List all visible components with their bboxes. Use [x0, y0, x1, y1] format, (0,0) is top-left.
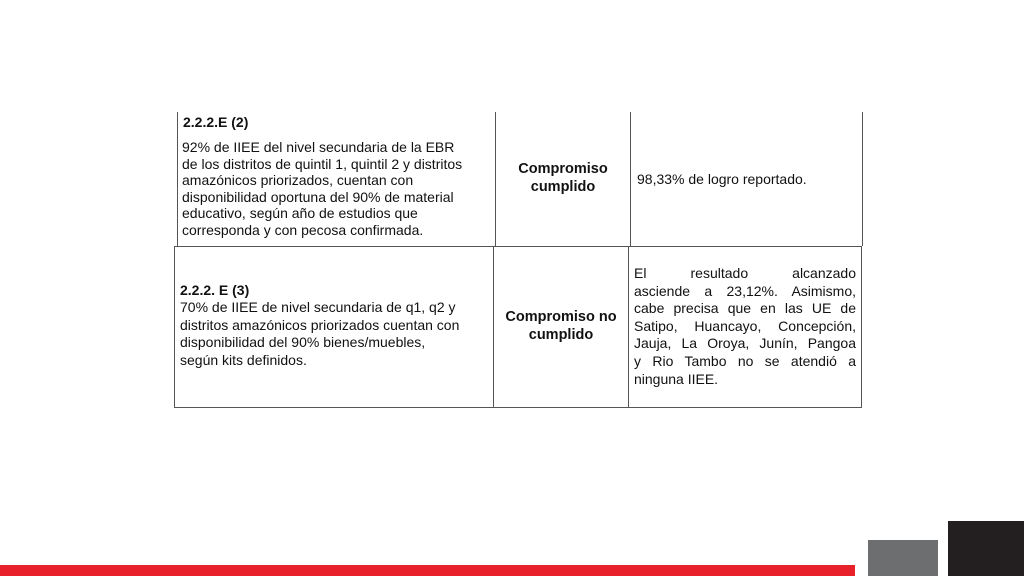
cell-border	[861, 246, 862, 408]
status-line: cumplido	[528, 327, 594, 343]
indicator-code: 2.2.2.E (2)	[183, 114, 249, 130]
status-cell	[494, 246, 628, 408]
description-line: distritos amazónicos priorizados cuentan con	[180, 316, 460, 333]
result-line: El resultado alcanzado	[634, 265, 856, 281]
result-line: y Rio Tambo no se atendió a	[634, 352, 856, 369]
result-line: ninguna IIEE.	[634, 370, 719, 387]
result-line: Satipo, Huancayo, Concepción,	[634, 317, 856, 334]
decorative-block	[868, 540, 938, 576]
result-text	[634, 265, 856, 388]
description-line: disponibilidad del 90% bienes/muebles,	[180, 334, 426, 350]
status-line: cumplido	[530, 179, 596, 195]
result-line: 98,33% de logro reportado.	[637, 171, 807, 187]
status-text	[496, 160, 630, 196]
cell-border	[862, 112, 863, 246]
description-line: según kits definidos.	[180, 351, 307, 368]
table-row	[174, 246, 862, 408]
result-line: cabe precisa que en las UE de	[634, 300, 856, 317]
description-line: corresponda y con pecosa confirmada.	[182, 221, 424, 238]
description-line: 70% de IIEE de nivel secundaria de q1, q2 y	[180, 299, 456, 315]
status-cell	[496, 112, 630, 246]
result-line: Jauja, La Oroya, Junín, Pangoa	[634, 335, 856, 352]
description-line: 92% de IIEE del nivel secundaria de la EBR	[182, 139, 455, 155]
description-line: educativo, según año de estudios que	[182, 205, 418, 221]
table-row	[177, 112, 863, 246]
indicator-code: 2.2.2. E (3)	[180, 282, 250, 298]
description-line: amazónicos priorizados, cuentan con	[182, 172, 414, 188]
result-line: asciende a 23,12%. Asimismo,	[634, 282, 856, 299]
cell-border	[177, 112, 178, 246]
description-line: de los distritos de quintil 1, quintil 2 y distritos	[182, 155, 463, 172]
status-text	[494, 308, 628, 344]
description-line: disponibilidad oportuna del 90% de material	[182, 188, 454, 205]
cell-border	[628, 246, 629, 408]
accent-bar	[0, 565, 855, 576]
cell-border	[630, 112, 631, 246]
decorative-block	[948, 521, 1024, 576]
indicator-description	[182, 139, 490, 238]
status-line: Compromiso	[518, 161, 608, 177]
cell-border	[174, 246, 175, 408]
indicator-description	[180, 299, 488, 369]
status-line: Compromiso no	[505, 309, 617, 325]
